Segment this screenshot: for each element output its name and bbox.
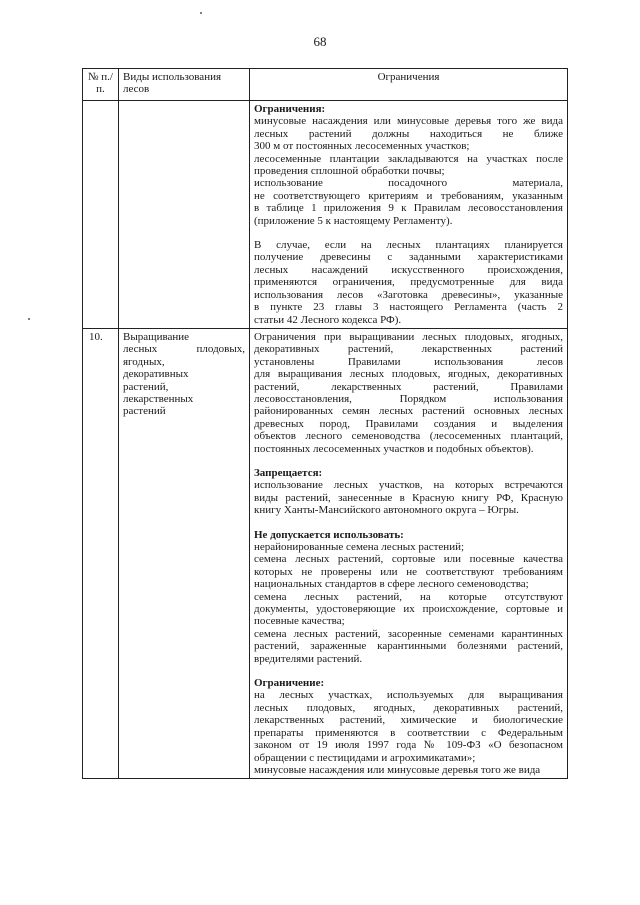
text-line: проведения сплошной обработки почвы; (254, 165, 445, 178)
text-line: лесных растений должны находиться не ближе (254, 127, 563, 140)
row-activity-cell (119, 328, 250, 778)
header-restrictions: Ограничения (250, 69, 568, 101)
table-row-continued (83, 101, 568, 329)
text-line: использования лесов «Заготовка древесины», указанные (254, 288, 563, 301)
scan-speck (28, 318, 30, 320)
text-line: декоративных растений, лекарственных растений (254, 343, 563, 356)
text-line: растений, зараженные карантинными болезнями растений, (254, 640, 563, 653)
block-heading: Не допускается использовать: (254, 528, 404, 541)
text-line: семена лесных растений, на которые отсутствуют (254, 590, 563, 603)
text-line: лесных насаждений искусственного происхождения, (254, 263, 563, 276)
text-line: лекарственных растений, химические и биологические (254, 714, 563, 727)
table-header-row (83, 69, 568, 101)
restrictions-blocks (254, 103, 563, 326)
paragraph-gap (254, 517, 563, 529)
text-line: минусовые насаждения или минусовые деревья того же вида (254, 115, 563, 128)
restrictions-blocks (254, 331, 563, 776)
table-row-10 (83, 328, 568, 778)
text-line: обращении с пестицидами и агрохимикатами»; (254, 751, 476, 764)
text-line: на лесных участках, используемых для выращивания (254, 689, 563, 702)
text-line: лесовосстановления, Порядком использования (254, 392, 563, 405)
text-line: объектов лесного семеноводства (лесосеменных плантаций, (254, 430, 563, 443)
text-line: в пункте 23 главы 3 настоящего Регламента (часть 2 (254, 301, 563, 314)
text-line: Ограничения при выращивании лесных плодовых, ягодных, (254, 330, 563, 343)
text-line: районированных семян лесных растений основных лесных (254, 405, 563, 418)
block-heading: Ограничения: (254, 103, 326, 115)
text-line: В случае, если на лесных плантациях планируется (254, 239, 563, 252)
page-number: 68 (313, 34, 327, 49)
activity-line: лесных плодовых, (123, 343, 245, 356)
text-line: древесных пород, Правилами создания и выделения (254, 417, 563, 430)
text-line: использование лесных участков, на которых встречаются (254, 479, 563, 492)
paragraph-gap (254, 665, 563, 677)
text-line: лесосеменные плантации закладываются на участках после (254, 152, 563, 165)
activity-line: декоративных (123, 368, 189, 381)
text-line: которых не проверены или не соответствуют требованиям (254, 565, 563, 578)
text-line: национальных стандартов в сфере лесного семеноводства; (254, 578, 529, 591)
activity-line: растений, (123, 380, 169, 393)
text-line: для выращивания лесных плодовых, ягодных, декоративных (254, 368, 563, 381)
text-line: посевные качества; (254, 615, 345, 628)
text-line: статьи 42 Лесного кодекса РФ). (254, 313, 402, 326)
text-line: минусовые насаждения или минусовые деревья того же вида (254, 763, 541, 776)
text-line: 300 м от постоянных лесосеменных участков; (254, 140, 470, 153)
activity-line: Выращивание (123, 330, 190, 343)
activity-line: лекарственных (123, 392, 194, 405)
text-line: установлены Правилами использования лесов (254, 355, 563, 368)
text-line: использование посадочного материала, (254, 177, 563, 190)
scan-speck (200, 12, 202, 14)
row-number-cell: 10. (83, 328, 119, 778)
text-line: документы, удостоверяющие их происхождение, сортовые и (254, 603, 563, 616)
text-line: (приложение 5 к настоящему Регламенту). (254, 214, 453, 227)
text-line: семена лесных растений, засоренные семенами карантинных (254, 627, 563, 640)
restrictions-cell (250, 101, 568, 329)
text-line: книгу Ханты-Мансийского автономного округа – Югры. (254, 504, 519, 517)
text-line: виды растений, занесенные в Красную книгу РФ, Красную (254, 491, 563, 504)
paragraph-gap (254, 227, 563, 239)
text-line: лесных плодовых, ягодных, декоративных растений, (254, 701, 563, 714)
row-number-cell (83, 101, 119, 329)
text-line: семена лесных растений, сортовые или посевные качества (254, 553, 563, 566)
activity-line: ягодных, (123, 355, 165, 368)
text-line: применяются ограничения, предусмотренные для вида (254, 276, 563, 289)
paragraph-gap (254, 455, 563, 467)
text-line: препараты применяются в соответствии с Федеральным (254, 726, 563, 739)
text-line: растений, лекарственных растений, Правилами (254, 380, 563, 393)
text-line: законом от 19 июля 1997 года № 109-ФЗ «О безопасном (254, 739, 563, 752)
text-line: не соответствующего критериям и требованиям, указанным (254, 189, 563, 202)
text-line: вредителями растений. (254, 652, 363, 665)
block-heading: Ограничение: (254, 677, 325, 690)
regulation-table (82, 68, 568, 779)
activity-line: растений (123, 405, 166, 418)
activity-text (123, 331, 245, 418)
text-line: в таблице 1 приложения 9 к Правилам лесовосстановления (254, 202, 563, 215)
header-activity: Виды использования лесов (119, 69, 250, 101)
header-number: № п./п. (83, 69, 119, 101)
text-line: получение древесины с заданными характеристиками (254, 251, 563, 264)
text-line: постоянных лесосеменных участков и подобных объектов). (254, 442, 534, 455)
row-activity-cell (119, 101, 250, 329)
text-line: нерайонированные семена лесных растений; (254, 541, 465, 553)
block-heading: Запрещается: (254, 466, 323, 479)
restrictions-cell (250, 328, 568, 778)
